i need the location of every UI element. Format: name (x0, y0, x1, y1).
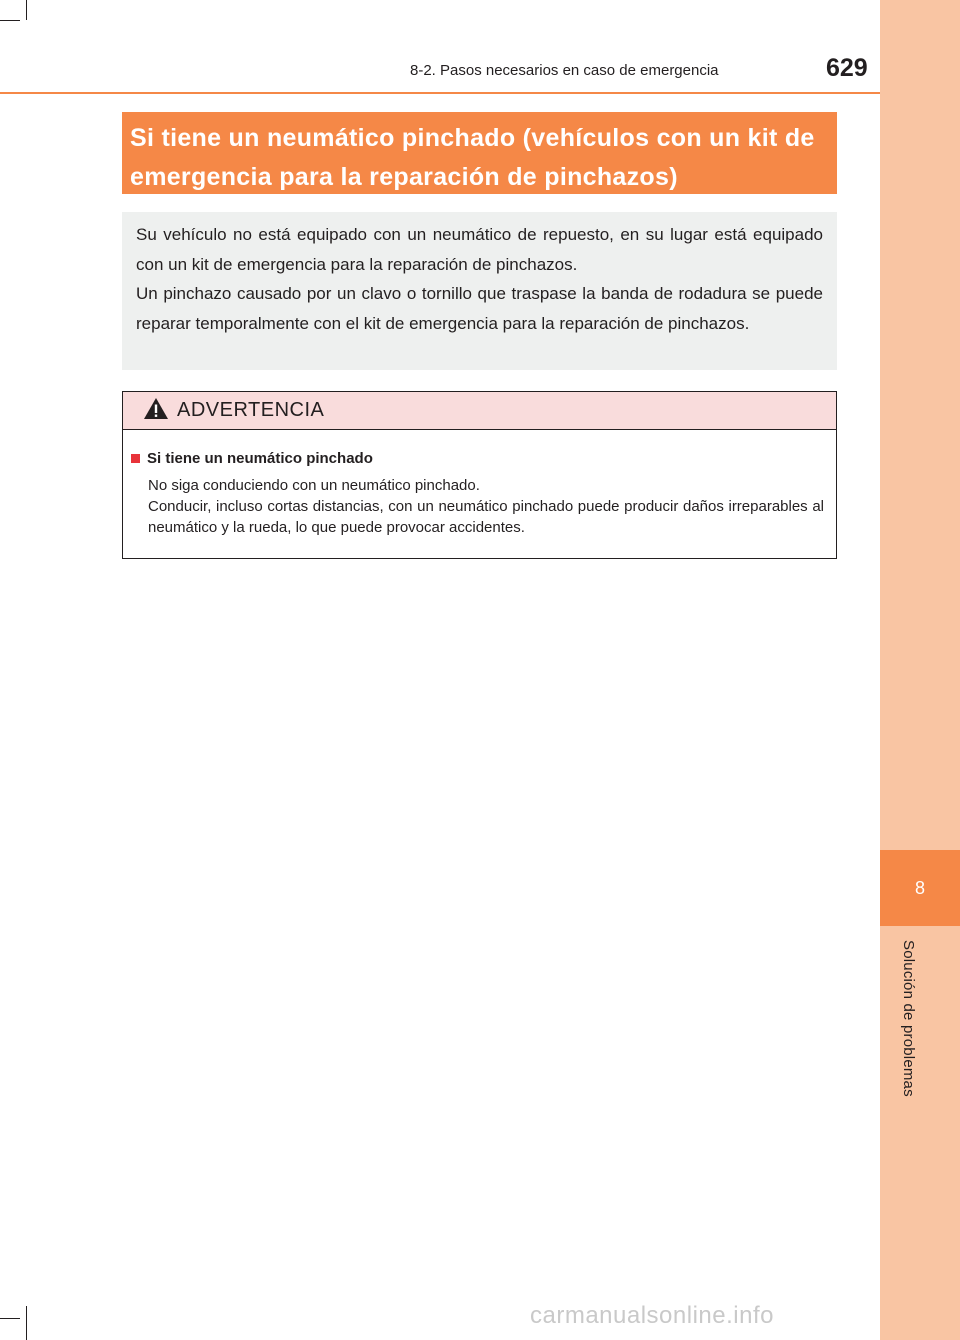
page-number: 629 (826, 54, 868, 82)
section-title: Si tiene un neumático pinchado (vehículos con un kit de emergencia para la reparación de pinchazos) (122, 112, 837, 194)
square-bullet-icon (131, 454, 140, 463)
intro-paragraph: Su vehículo no está equipado con un neumático de repuesto, en su lugar está equipado con un kit de emergencia para la reparación de pinchazos. (136, 225, 823, 274)
warning-label: ADVERTENCIA (177, 399, 325, 421)
chapter-title-label: Solución de problemas (900, 940, 917, 1097)
warning-item-heading (131, 450, 824, 467)
chapter-number-tab: 8 (880, 850, 960, 926)
crop-mark (26, 1306, 27, 1340)
header-divider (0, 92, 880, 94)
warning-line: Conducir, incluso cortas distancias, con un neumático pinchado puede producir daños irreparables al neumático y la rueda, lo que puede provocar accidentes. (148, 498, 824, 536)
crop-mark (26, 0, 27, 20)
warning-line: No siga conduciendo con un neumático pinchado. (148, 477, 480, 494)
warning-item-title: Si tiene un neumático pinchado (147, 450, 373, 467)
crop-mark (0, 1318, 20, 1319)
watermark: carmanualsonline.info (530, 1302, 774, 1329)
crop-mark (0, 20, 20, 21)
warning-box (122, 391, 837, 559)
warning-header (123, 392, 836, 430)
chapter-side-tab (880, 0, 960, 1340)
intro-box (122, 212, 837, 370)
warning-text (148, 475, 824, 538)
section-path-header: 8-2. Pasos necesarios en caso de emergencia (410, 62, 719, 79)
intro-paragraph: Un pinchazo causado por un clavo o tornillo que traspase la banda de rodadura se puede reparar temporalmente con el kit de emergencia para la reparación de pinchazos. (136, 284, 823, 333)
warning-body (123, 430, 836, 538)
warning-triangle-icon (143, 397, 169, 425)
